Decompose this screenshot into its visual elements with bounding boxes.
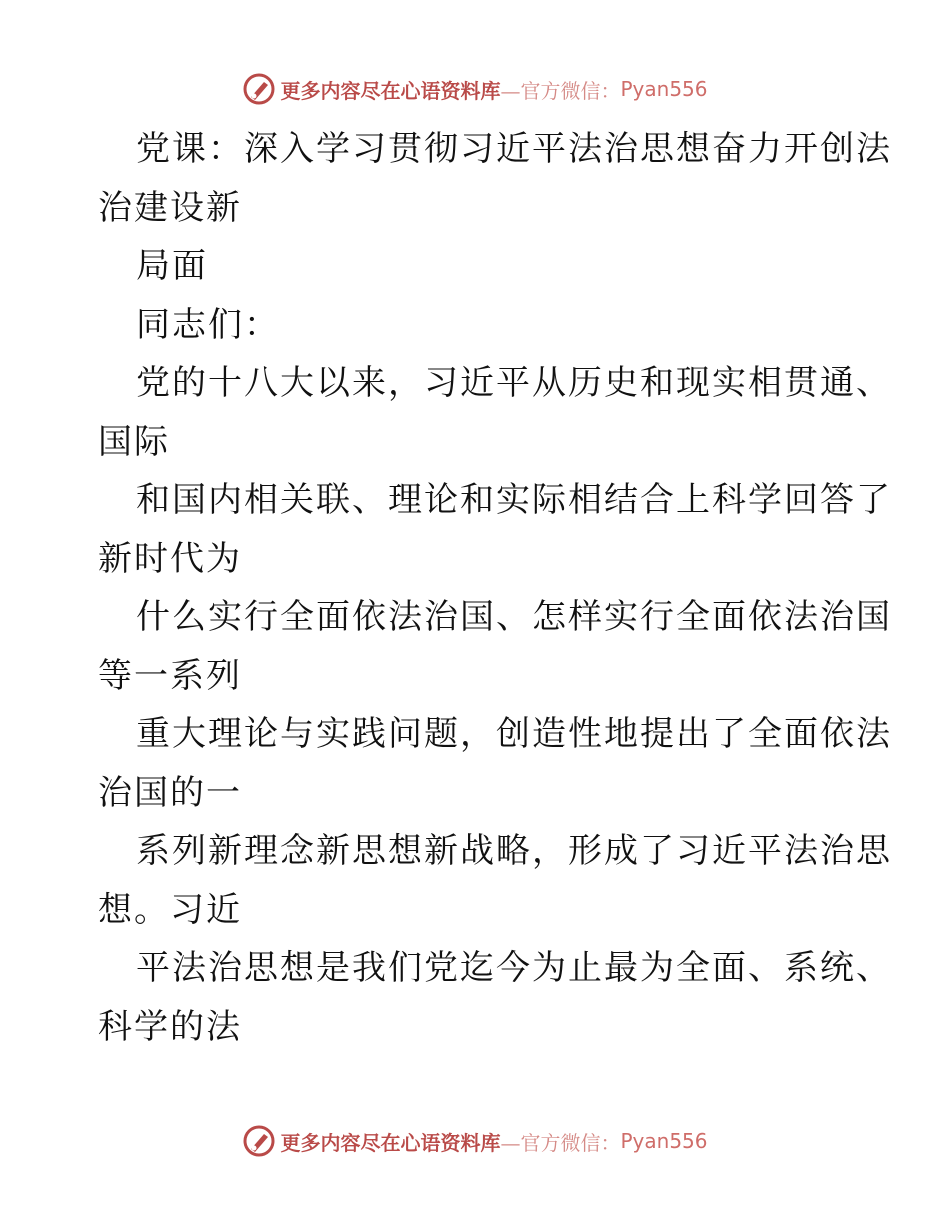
text-line: 国际 (98, 421, 170, 462)
footer-watermark (0, 1124, 950, 1158)
text-line: 重大理论与实践问题，创造性地提出了全面依法 (136, 714, 892, 754)
watermark-main-text: 更多内容尽在心语资料库 (280, 78, 501, 103)
header-watermark (0, 72, 950, 106)
text-line: 和国内相关联、理论和实际相结合上科学回答了 (136, 480, 892, 520)
text-line: 平法治思想是我们党迄今为止最为全面、系统、 (136, 948, 892, 988)
text-line: 想。习近 (98, 889, 242, 930)
text-line: 同志们： (136, 304, 280, 345)
text-line: 科学的法 (98, 1006, 242, 1047)
pen-logo-icon (242, 72, 276, 106)
watermark-main-text: 更多内容尽在心语资料库 (280, 1130, 501, 1155)
text-line: 治国的一 (98, 772, 242, 813)
watermark-wechat-id: Pyan556 (620, 77, 708, 101)
text-line: 治建设新 (98, 187, 242, 228)
document-body (98, 120, 892, 1056)
watermark-sub-text: —官方微信： (500, 78, 621, 103)
text-line: 党课：深入学习贯彻习近平法治思想奋力开创法 (136, 129, 892, 169)
text-line: 局面 (136, 246, 208, 286)
text-line: 等一系列 (98, 655, 242, 696)
text-line: 党的十八大以来，习近平从历史和现实相贯通、 (136, 363, 892, 403)
watermark-wechat-id: Pyan556 (620, 1129, 708, 1153)
watermark-sub-text: —官方微信： (500, 1130, 621, 1155)
text-line: 新时代为 (98, 538, 242, 579)
pen-logo-icon (242, 1124, 276, 1158)
text-line: 系列新理念新思想新战略，形成了习近平法治思 (136, 831, 892, 871)
text-line: 什么实行全面依法治国、怎样实行全面依法治国 (136, 597, 892, 637)
